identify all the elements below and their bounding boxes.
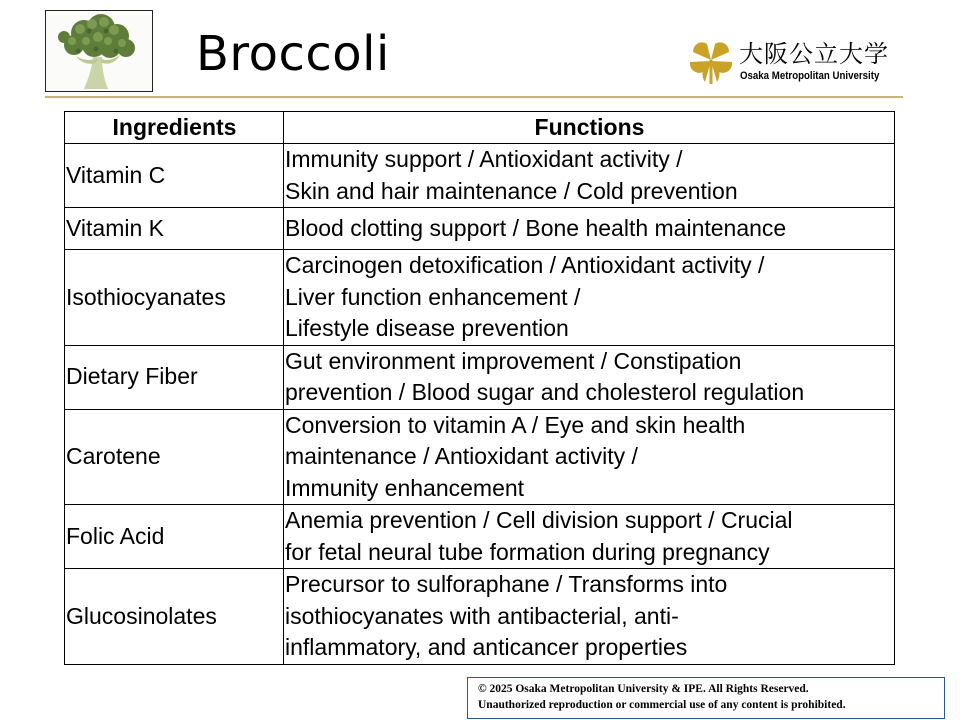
ingredient-cell: Glucosinolates — [65, 569, 284, 665]
copyright-notice — [467, 677, 945, 719]
ingredient-cell: Dietary Fiber — [65, 345, 284, 409]
functions-cell — [284, 569, 895, 665]
functions-cell — [284, 250, 895, 346]
table-row — [65, 569, 895, 665]
ingredient-cell: Isothiocyanates — [65, 250, 284, 346]
functions-cell — [284, 345, 895, 409]
table-row — [65, 409, 895, 505]
table-row — [65, 250, 895, 346]
function-line: Carcinogen detoxification / Antioxidant activity / — [285, 252, 765, 278]
function-line: Liver function enhancement / — [285, 283, 581, 310]
function-line: for fetal neural tube formation during pregnancy — [285, 538, 770, 565]
function-line: Anemia prevention / Cell division support / Crucial — [285, 507, 793, 533]
function-line: Immunity support / Antioxidant activity / — [285, 146, 683, 172]
function-line: maintenance / Antioxidant activity / — [285, 443, 638, 469]
table-row — [65, 144, 895, 208]
university-logo — [688, 38, 908, 86]
function-line: Lifestyle disease prevention — [285, 315, 569, 341]
functions-cell — [284, 505, 895, 569]
logo-text-english: Osaka Metropolitan University — [740, 70, 880, 82]
ingredient-cell: Folic Acid — [65, 505, 284, 569]
table-row — [65, 208, 895, 250]
function-line: Gut environment improvement / Constipation — [285, 347, 742, 374]
ingredient-cell: Vitamin C — [65, 144, 284, 208]
ingredient-cell: Vitamin K — [65, 208, 284, 250]
ginkgo-leaf-icon — [688, 38, 734, 84]
function-line: inflammatory, and anticancer properties — [285, 634, 688, 660]
function-line: Blood clotting support / Bone health maintenance — [285, 214, 787, 241]
copyright-line: Unauthorized reproduction or commercial use of any content is prohibited. — [478, 698, 846, 711]
function-line: Skin and hair maintenance / Cold prevention — [285, 177, 738, 204]
page-title: Broccoli — [196, 26, 390, 82]
table-header-row — [65, 112, 895, 144]
nutrient-table — [64, 111, 895, 665]
column-header-ingredients: Ingredients — [65, 112, 284, 144]
function-line: prevention / Blood sugar and cholesterol regulation — [285, 379, 805, 405]
ingredient-cell: Carotene — [65, 409, 284, 505]
broccoli-image — [46, 11, 152, 91]
broccoli-photo — [45, 10, 153, 92]
header-divider — [45, 96, 903, 98]
logo-text-japanese: 大阪公立大学 — [739, 40, 889, 68]
functions-cell — [284, 208, 895, 250]
table-row — [65, 345, 895, 409]
functions-cell — [284, 409, 895, 505]
function-line: Immunity enhancement — [285, 474, 525, 501]
column-header-functions: Functions — [284, 112, 895, 144]
functions-cell — [284, 144, 895, 208]
function-line: Conversion to vitamin A / Eye and skin health — [285, 411, 746, 438]
copyright-line: © 2025 Osaka Metropolitan University & IPE. All Rights Reserved. — [478, 683, 809, 695]
table-row — [65, 505, 895, 569]
function-line: isothiocyanates with antibacterial, anti- — [285, 602, 679, 629]
function-line: Precursor to sulforaphane / Transforms into — [285, 571, 728, 597]
